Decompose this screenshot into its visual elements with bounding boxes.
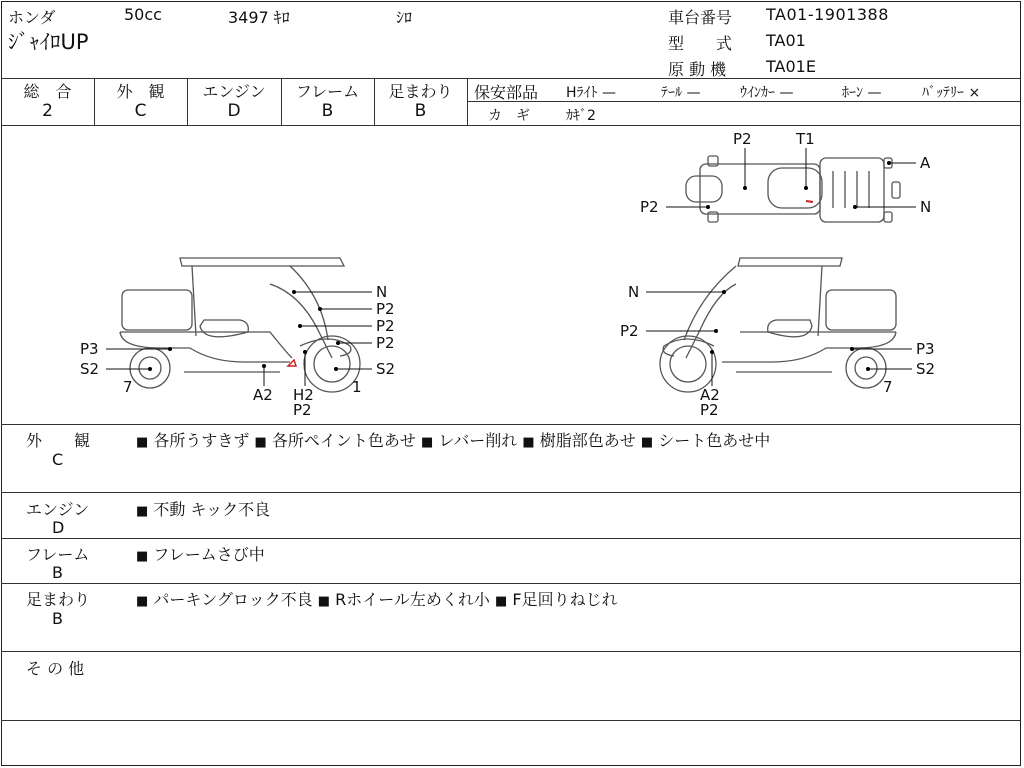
grade-exterior: C [134,101,147,121]
remark-item: フレームさび中 [153,545,265,564]
grade-engine: D [227,101,241,121]
grade-exterior-label: 外 観 [116,82,165,101]
remark-item: 樹脂部色あせ [539,431,636,450]
grade-frame: B [321,101,334,121]
label-left-7: 7 [123,378,133,396]
remark-item: Rホイール左めくれ小 [335,590,490,609]
bullet-icon: ■ [522,435,535,450]
label-left-a2: A2 [253,386,273,404]
label-top-p2b: P2 [640,198,659,216]
label-top-n: N [920,198,932,216]
label-left-h2: H2 [293,386,314,404]
label-top-a: A [920,154,931,172]
maker: ホンダ [8,8,56,27]
frame-no: TA01-1901388 [766,5,889,24]
remark-suspension-items [136,587,618,610]
label-right-7: 7 [883,378,893,396]
label-left-s2a: S2 [80,360,100,378]
grade-frame-label: フレーム [295,82,360,101]
remark-suspension-grade: B [52,609,63,628]
remark-exterior-label: 外 観 [26,431,91,450]
bullet-icon: ■ [136,504,149,519]
remark-exterior-grade: C [52,450,64,469]
engine-value: TA01E [766,57,816,76]
bullet-icon: ■ [136,549,149,564]
safety-tail: ﾃｰﾙ — [661,85,701,101]
remark-item: 不動 キック不良 [153,500,271,519]
bullet-icon: ■ [317,594,330,609]
safety-headlight: Hﾗｲﾄ — [566,85,616,101]
bullet-icon: ■ [494,594,508,609]
label-right-n: N [628,283,640,301]
label-left-s2b: S2 [376,360,396,378]
divider [467,78,468,125]
remark-frame-label: フレーム [26,545,90,564]
safety-horn: ﾎｰﾝ — [842,85,882,101]
grade-engine-label: エンジン [202,82,266,101]
grade-total: 2 [42,101,53,121]
label-right-p3: P3 [916,340,935,358]
engine-label: 原 動 機 [668,60,727,79]
label-right-p2: P2 [620,322,639,340]
divider [1,424,1021,425]
divider [1,538,1021,539]
remark-engine-grade: D [52,518,65,537]
remark-other-label: そ の 他 [26,659,85,678]
label-top-p2: P2 [733,130,752,148]
type-label: 型 式 [668,34,733,53]
displacement: 50cc [124,5,162,24]
remark-item: F足回りねじれ [512,590,618,609]
divider [1,720,1021,721]
grade-suspension: B [414,101,427,121]
remark-engine-label: エンジン [26,500,90,519]
remark-frame-grade: B [52,563,63,582]
label-left-1: 1 [352,378,362,396]
grade-total-label: 総 合 [23,82,72,101]
remark-item: シート色あせ中 [658,431,771,450]
remark-item: 各所ペイント色あせ [271,431,416,450]
bullet-icon: ■ [421,435,434,450]
color: ｼﾛ [396,8,413,27]
label-right-p2b: P2 [700,401,719,419]
mileage: 3497 ｷﾛ [228,8,290,27]
right-side-labels [620,283,935,419]
label-top-t1: T1 [796,130,815,148]
divider [1,492,1021,493]
label-left-p2b: P2 [376,317,395,335]
left-side-outline [120,258,360,392]
damage-diagram [0,126,1024,424]
divider [1,583,1021,584]
model-name: ｼﾞｬｲﾛUP [8,30,89,54]
remark-item: 各所うすきず [153,431,250,450]
label-right-a2: A2 [700,386,720,404]
label-right-s2: S2 [916,360,936,378]
left-side-labels [80,283,395,419]
bullet-icon: ■ [254,435,267,450]
label-left-p2d: P2 [293,401,312,419]
label-left-p2a: P2 [376,300,395,318]
remark-item: パーキングロック不良 [153,590,313,609]
frame-no-label: 車台番号 [668,8,733,27]
key-value: ｶｷﾞ2 [566,108,596,124]
type-value: TA01 [766,31,806,50]
remark-exterior-items [136,428,770,451]
divider [1,651,1021,652]
bullet-icon: ■ [136,594,149,609]
key-label: カ ギ [488,108,530,124]
grade-suspension-label: 足まわり [388,82,453,101]
safety-label: 保安部品 [474,83,539,102]
safety-winker: ｳｲﾝｶｰ — [740,85,794,101]
remark-item: レバー削れ [438,431,518,450]
top-view-labels [640,130,931,216]
safety-battery: ﾊﾞｯﾃﾘｰ × [922,85,981,101]
label-left-p2c: P2 [376,334,395,352]
remark-suspension-label: 足まわり [26,590,91,609]
top-view-outline [686,156,900,222]
right-side-outline [660,258,896,392]
remark-engine-items [136,497,270,520]
bullet-icon: ■ [640,435,654,450]
label-left-n: N [376,283,388,301]
bullet-icon: ■ [136,435,149,450]
label-left-p3: P3 [80,340,99,358]
remark-frame-items [136,542,265,565]
